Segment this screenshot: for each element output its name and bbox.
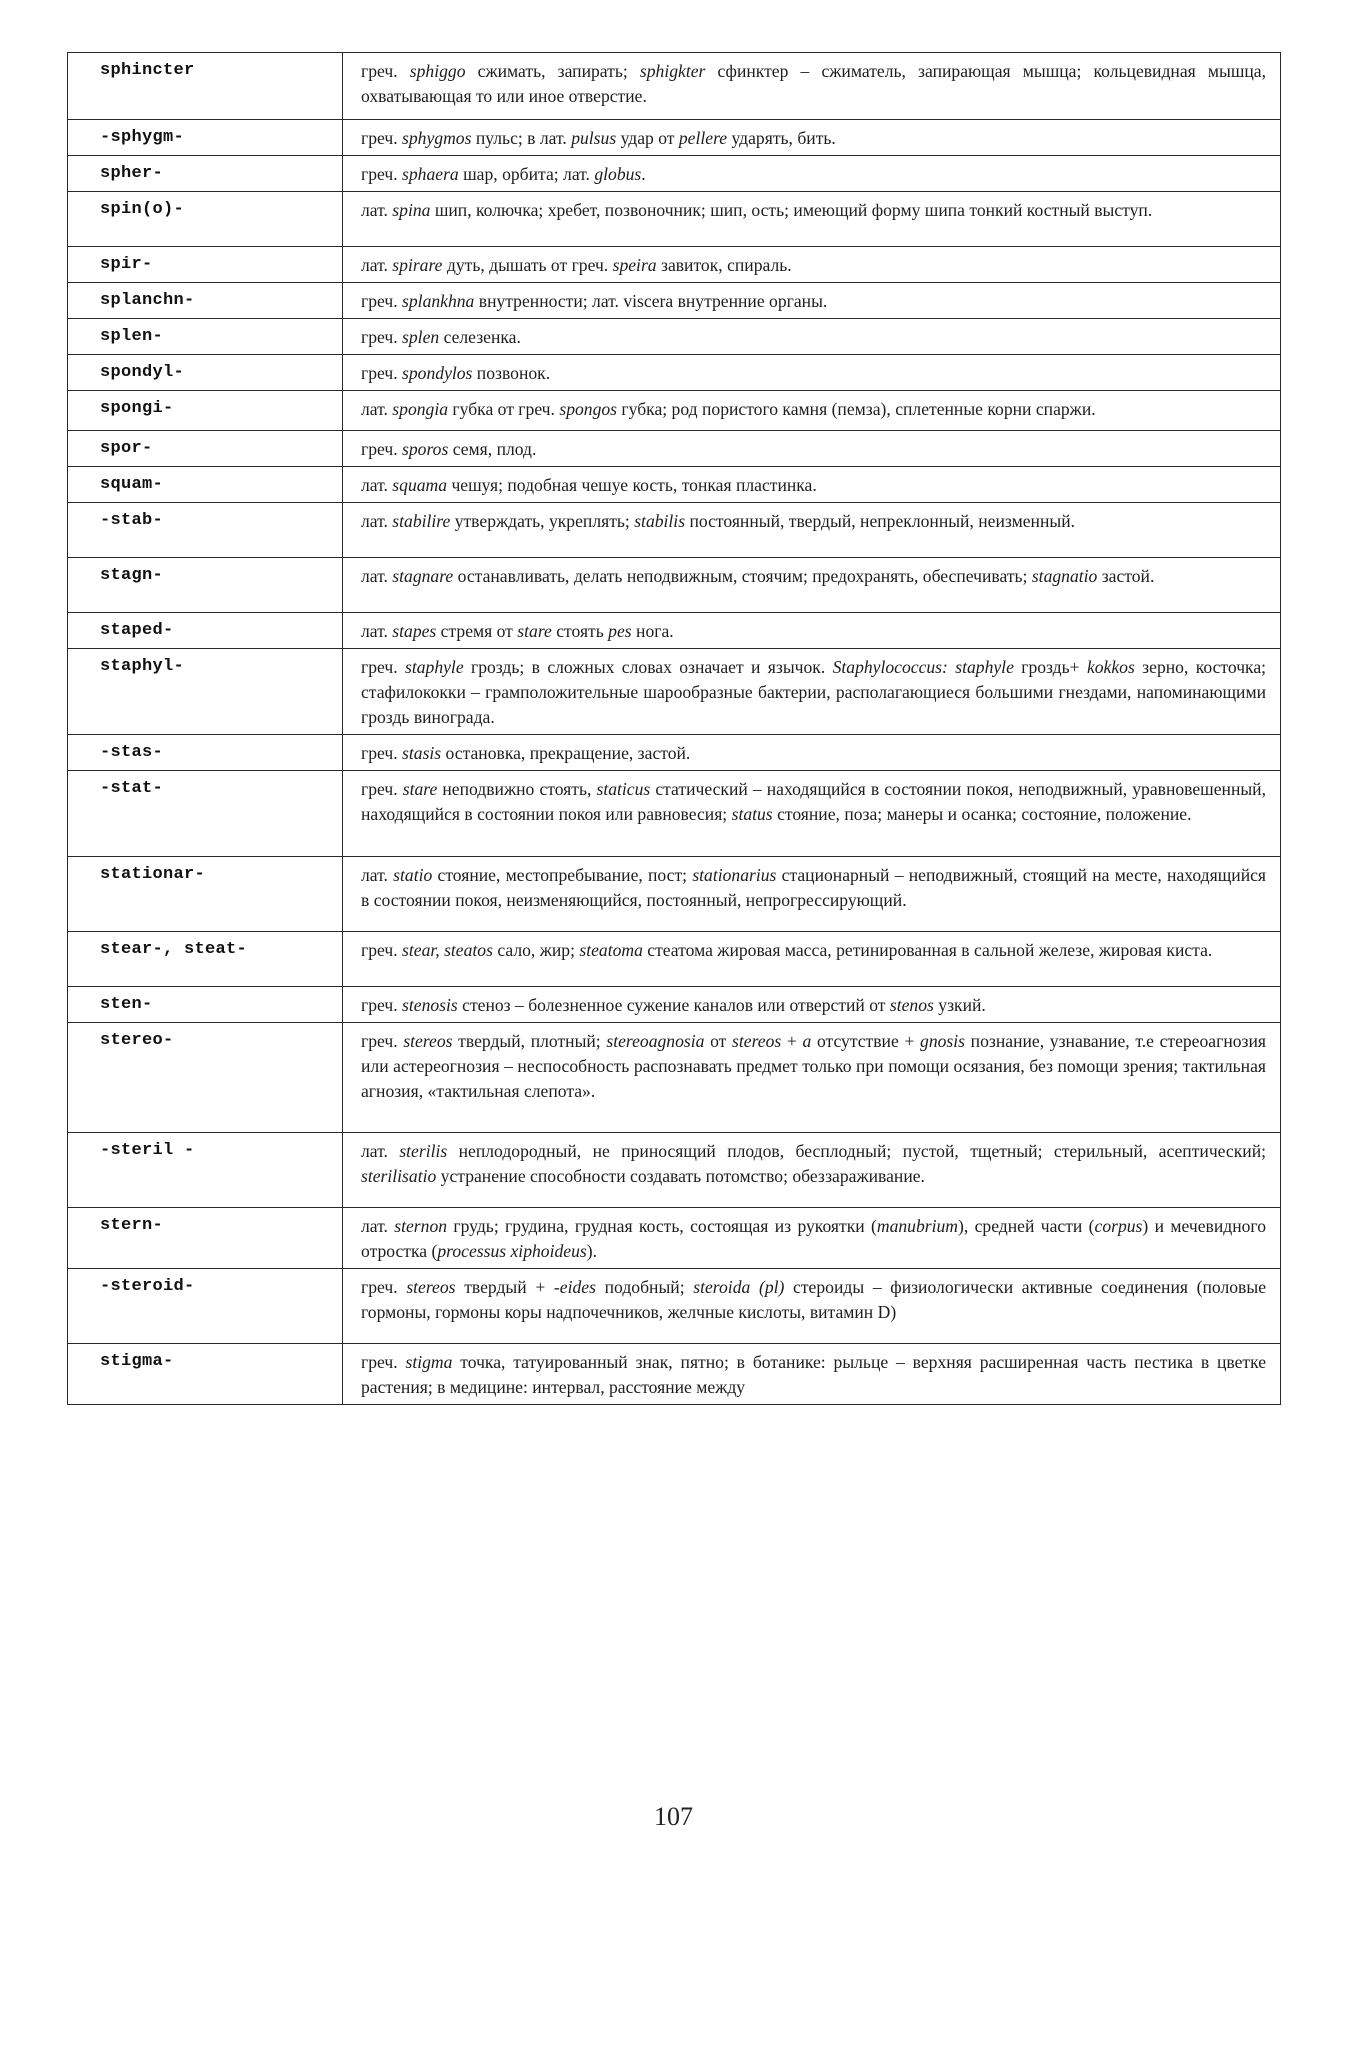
definition-italic-segment: sphiggo — [409, 61, 466, 81]
definition-italic-segment: stabilire — [392, 511, 451, 531]
definition-segment: лат. — [361, 621, 393, 641]
definition-italic-segment: stare — [517, 621, 552, 641]
definition-italic-segment: a — [802, 1031, 812, 1051]
definition-segment: стеноз – болезненное сужение каналов или отверстий от — [457, 995, 890, 1015]
definition-segment: + — [781, 1031, 803, 1051]
glossary-row — [68, 53, 1281, 120]
definition-segment: лат. — [361, 255, 393, 275]
term-cell: splen- — [68, 319, 343, 355]
term-cell: sphincter — [68, 53, 343, 120]
definition-cell — [343, 120, 1281, 156]
definition-cell — [343, 649, 1281, 735]
definition-italic-segment: stasis — [402, 743, 442, 763]
definition-italic-segment: stenosis — [402, 995, 458, 1015]
definition-cell — [343, 1269, 1281, 1344]
definition-italic-segment: stenos — [889, 995, 934, 1015]
term-cell: stear-, steat- — [68, 932, 343, 987]
definition-italic-segment: status — [731, 804, 773, 824]
definition-italic-segment: pellere — [678, 128, 728, 148]
definition-segment: греч. — [361, 779, 403, 799]
definition-italic-segment: sterilis — [399, 1141, 448, 1161]
definition-italic-segment: staphyle — [405, 657, 464, 677]
definition-cell — [343, 53, 1281, 120]
definition-italic-segment: stereos — [403, 1031, 453, 1051]
term-cell: spher- — [68, 156, 343, 192]
definition-italic-segment: splen — [402, 327, 440, 347]
definition-italic-segment: stagnare — [392, 566, 454, 586]
definition-segment: лат. — [361, 511, 393, 531]
definition-italic-segment: spirare — [392, 255, 443, 275]
definition-segment: шип, колючка; хребет, позвоночник; шип, ость; имеющий форму шипа тонкий костный выступ. — [430, 200, 1153, 220]
definition-italic-segment: stigma — [405, 1352, 453, 1372]
definition-segment: точка, татуированный знак, пятно; в ботанике: рыльце – верхняя расширенная часть пестика в цветке растения; в медицине: интервал, расстояние между — [361, 1352, 1267, 1397]
definition-italic-segment: squama — [392, 475, 448, 495]
definition-segment: гроздь+ — [1013, 657, 1087, 677]
definition-segment: стеатома жировая масса, ретинированная в сальной железе, жировая киста. — [642, 940, 1213, 960]
definition-segment: лат. — [361, 566, 393, 586]
glossary-row — [68, 932, 1281, 987]
term-cell: squam- — [68, 467, 343, 503]
definition-segment: ) и мечевидного отростка ( — [361, 1216, 1267, 1261]
definition-segment: греч. — [361, 1277, 407, 1297]
glossary-row — [68, 558, 1281, 613]
definition-segment: зерно, косточка; стафилококки – грамположительные шарообразные бактерии, располагающиеся большими гнездами, напоминающими гроздь винограда. — [361, 657, 1267, 727]
glossary-row — [68, 1208, 1281, 1269]
definition-segment: застой. — [1097, 566, 1155, 586]
definition-segment: останавливать, делать неподвижным, стоячим; предохранять, обеспечивать; — [453, 566, 1032, 586]
definition-segment: стоять — [551, 621, 609, 641]
definition-italic-segment: steatoma — [579, 940, 643, 960]
definition-segment: греч. — [361, 363, 403, 383]
term-cell: -steroid- — [68, 1269, 343, 1344]
definition-cell — [343, 735, 1281, 771]
definition-segment: стероиды – физиологически активные соединения (половые гормоны, гормоны коры надпочечников, желчные кислоты, витамин D) — [361, 1277, 1266, 1322]
definition-segment: удар от — [616, 128, 679, 148]
glossary-row — [68, 192, 1281, 247]
glossary-row — [68, 857, 1281, 932]
glossary-row — [68, 283, 1281, 319]
definition-segment: греч. — [361, 743, 403, 763]
definition-italic-segment: steroida (pl) — [693, 1277, 785, 1297]
definition-cell — [343, 857, 1281, 932]
definition-italic-segment: pulsus — [571, 128, 617, 148]
definition-cell — [343, 1344, 1281, 1405]
definition-cell — [343, 503, 1281, 558]
definition-cell — [343, 391, 1281, 431]
definition-cell — [343, 1208, 1281, 1269]
definition-segment: семя, плод. — [448, 439, 537, 459]
definition-segment: внутренности; лат. viscera внутренние органы. — [474, 291, 828, 311]
definition-italic-segment: sphaera — [402, 164, 459, 184]
term-cell: stern- — [68, 1208, 343, 1269]
glossary-row — [68, 467, 1281, 503]
glossary-row — [68, 355, 1281, 391]
glossary-row — [68, 503, 1281, 558]
term-cell: -sphygm- — [68, 120, 343, 156]
definition-segment: устранение способности создавать потомство; обеззараживание. — [436, 1166, 925, 1186]
definition-cell — [343, 467, 1281, 503]
definition-italic-segment: processus xiphoideus — [437, 1241, 587, 1261]
definition-segment: . — [641, 164, 646, 184]
glossary-row — [68, 735, 1281, 771]
definition-italic-segment: stapes — [392, 621, 437, 641]
definition-cell — [343, 771, 1281, 857]
definition-segment: лат. — [361, 1216, 395, 1236]
definition-italic-segment: spondylos — [402, 363, 473, 383]
definition-segment: стационарный – неподвижный, стоящий на месте, находящийся в состоянии покоя, неизменяющийся, постоянный, непрогрессирующий. — [361, 865, 1267, 910]
definition-segment: остановка, прекращение, застой. — [441, 743, 691, 763]
term-cell: stereo- — [68, 1023, 343, 1133]
definition-segment: ударять, бить. — [727, 128, 836, 148]
definition-cell — [343, 1023, 1281, 1133]
definition-segment: ). — [586, 1241, 597, 1261]
term-cell: spongi- — [68, 391, 343, 431]
term-cell: spor- — [68, 431, 343, 467]
definition-segment: грудь; грудина, грудная кость, состоящая из рукоятки ( — [447, 1216, 877, 1236]
definition-italic-segment: gnosis — [920, 1031, 966, 1051]
definition-italic-segment: sterilisatio — [361, 1166, 437, 1186]
term-cell: splanchn- — [68, 283, 343, 319]
definition-cell — [343, 192, 1281, 247]
definition-italic-segment: stereos — [732, 1031, 782, 1051]
definition-italic-segment: sporos — [402, 439, 449, 459]
definition-cell — [343, 283, 1281, 319]
definition-segment: твердый + - — [455, 1277, 560, 1297]
term-cell: staphyl- — [68, 649, 343, 735]
term-cell: sten- — [68, 987, 343, 1023]
definition-segment: статический – находящийся в состоянии покоя, неподвижный, уравновешенный, находящийся в состоянии покоя или равновесия; — [361, 779, 1266, 824]
glossary-row — [68, 1133, 1281, 1208]
term-cell: spin(o)- — [68, 192, 343, 247]
definition-segment: подобный; — [595, 1277, 694, 1297]
definition-italic-segment: sternon — [394, 1216, 448, 1236]
glossary-row — [68, 1344, 1281, 1405]
glossary-body — [68, 53, 1281, 1405]
definition-cell — [343, 355, 1281, 391]
definition-segment: селезенка. — [439, 327, 521, 347]
definition-italic-segment: stereos — [406, 1277, 456, 1297]
definition-segment: греч. — [361, 1031, 404, 1051]
definition-segment: греч. — [361, 995, 403, 1015]
definition-segment: завиток, спираль. — [656, 255, 792, 275]
definition-segment: неподвижно стоять, — [437, 779, 597, 799]
definition-italic-segment: stationarius — [692, 865, 777, 885]
glossary-row — [68, 1023, 1281, 1133]
definition-italic-segment: speira — [612, 255, 657, 275]
definition-italic-segment: stabilis — [634, 511, 686, 531]
glossary-row — [68, 1269, 1281, 1344]
definition-segment: греч. — [361, 1352, 406, 1372]
definition-segment: лат. — [361, 475, 393, 495]
definition-segment: от — [704, 1031, 733, 1051]
definition-segment: гроздь; в сложных словах означает и язычок. — [463, 657, 833, 677]
definition-italic-segment: spongos — [559, 399, 618, 419]
definition-segment: твердый, плотный; — [452, 1031, 607, 1051]
definition-segment: чешуя; подобная чешуе кость, тонкая пластинка. — [447, 475, 817, 495]
definition-italic-segment: corpus — [1094, 1216, 1143, 1236]
term-cell: stigma- — [68, 1344, 343, 1405]
definition-segment: стояние, поза; манеры и осанка; состояние, положение. — [772, 804, 1192, 824]
definition-segment: отсутствие + — [811, 1031, 921, 1051]
glossary-row — [68, 247, 1281, 283]
definition-segment: сало, жир; — [492, 940, 580, 960]
term-cell: -stab- — [68, 503, 343, 558]
definition-italic-segment: Staphylococcus: staphyle — [832, 657, 1014, 677]
definition-segment: пульс; в лат. — [471, 128, 572, 148]
term-cell: stationar- — [68, 857, 343, 932]
definition-segment: греч. — [361, 657, 405, 677]
definition-segment: лат. — [361, 1141, 400, 1161]
definition-segment: греч. — [361, 327, 403, 347]
definition-segment: лат. — [361, 200, 393, 220]
term-cell: spondyl- — [68, 355, 343, 391]
definition-segment: губка; род пористого камня (пемза), сплетенные корни спаржи. — [617, 399, 1096, 419]
glossary-row — [68, 431, 1281, 467]
definition-segment: лат. — [361, 865, 394, 885]
definition-segment: греч. — [361, 291, 403, 311]
definition-cell — [343, 987, 1281, 1023]
definition-segment: познание, узнавание, т.е стереоагнозия или астереогнозия – неспособность распознавать предмет только при помощи осязания, без помощи зрения; тактильная агнозия, «тактильная слепота». — [361, 1031, 1266, 1101]
definition-segment: узкий. — [933, 995, 986, 1015]
definition-cell — [343, 932, 1281, 987]
definition-cell — [343, 247, 1281, 283]
definition-segment: стремя от — [436, 621, 518, 641]
definition-italic-segment: stear, steatos — [402, 940, 493, 960]
definition-segment: утверждать, укреплять; — [450, 511, 635, 531]
definition-italic-segment: stare — [402, 779, 438, 799]
term-cell: -stat- — [68, 771, 343, 857]
definition-segment: греч. — [361, 940, 403, 960]
glossary-row — [68, 771, 1281, 857]
definition-segment: губка от греч. — [448, 399, 560, 419]
definition-segment: нога. — [631, 621, 674, 641]
definition-italic-segment: sphigkter — [639, 61, 706, 81]
definition-segment: стояние, местопребывание, пост; — [432, 865, 693, 885]
definition-italic-segment: stagnatio — [1031, 566, 1098, 586]
definition-cell — [343, 1133, 1281, 1208]
glossary-row — [68, 391, 1281, 431]
definition-cell — [343, 613, 1281, 649]
definition-italic-segment: manubrium — [876, 1216, 959, 1236]
term-cell: spir- — [68, 247, 343, 283]
definition-segment: неплодородный, не приносящий плодов, бесплодный; пустой, тщетный; стерильный, асептический; — [447, 1141, 1267, 1161]
definition-italic-segment: stereoagnosia — [606, 1031, 705, 1051]
definition-italic-segment: spongia — [392, 399, 449, 419]
definition-italic-segment: statio — [393, 865, 433, 885]
term-cell: stagn- — [68, 558, 343, 613]
page-number: 107 — [654, 1802, 693, 1831]
glossary-row — [68, 613, 1281, 649]
definition-italic-segment: eides — [559, 1277, 596, 1297]
definition-cell — [343, 319, 1281, 355]
definition-segment: греч. — [361, 164, 403, 184]
definition-segment: сфинктер – сжиматель, запирающая мышца; кольцевидная мышца, охватывающая то или иное отверстие. — [361, 61, 1267, 106]
glossary-row — [68, 987, 1281, 1023]
glossary-row — [68, 649, 1281, 735]
definition-segment: дуть, дышать от греч. — [442, 255, 613, 275]
definition-segment: греч. — [361, 128, 403, 148]
definition-segment: шар, орбита; лат. — [458, 164, 595, 184]
definition-italic-segment: spina — [392, 200, 431, 220]
glossary-row — [68, 120, 1281, 156]
definition-segment: сжимать, запирать; — [465, 61, 640, 81]
term-cell: -steril - — [68, 1133, 343, 1208]
term-cell: staped- — [68, 613, 343, 649]
definition-italic-segment: staticus — [596, 779, 651, 799]
glossary-row — [68, 156, 1281, 192]
definition-segment: греч. — [361, 439, 403, 459]
definition-italic-segment: globus — [594, 164, 642, 184]
definition-segment: лат. — [361, 399, 393, 419]
definition-segment: позвонок. — [472, 363, 551, 383]
term-cell: -stas- — [68, 735, 343, 771]
definition-cell — [343, 431, 1281, 467]
definition-cell — [343, 156, 1281, 192]
definition-segment: греч. — [361, 61, 410, 81]
definition-italic-segment: pes — [608, 621, 632, 641]
definition-segment: ), средней части ( — [958, 1216, 1095, 1236]
definition-cell — [343, 558, 1281, 613]
glossary-table — [67, 52, 1281, 1405]
glossary-row — [68, 319, 1281, 355]
definition-italic-segment: sphygmos — [402, 128, 472, 148]
definition-segment: постоянный, твердый, непреклонный, неизменный. — [685, 511, 1076, 531]
definition-italic-segment: splankhna — [402, 291, 475, 311]
definition-italic-segment: kokkos — [1086, 657, 1135, 677]
